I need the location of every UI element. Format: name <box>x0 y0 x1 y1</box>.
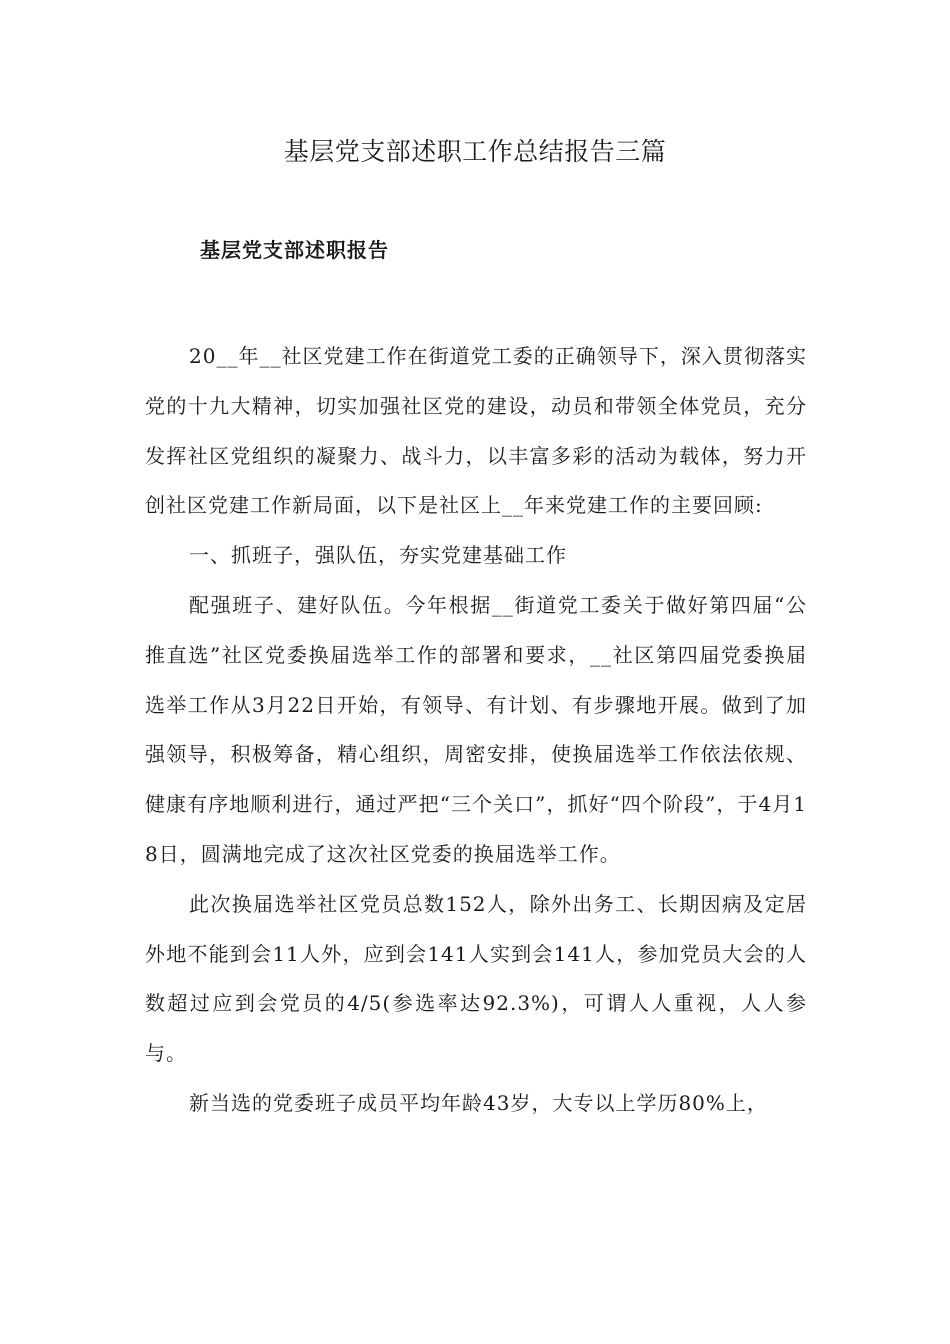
document-body <box>145 332 807 1129</box>
document-subtitle: 基层党支部述职报告 <box>200 238 389 262</box>
section-heading-1: 一、抓班子，强队伍，夯实党建基础工作 <box>189 543 567 568</box>
document-title: 基层党支部述职工作总结报告三篇 <box>283 137 667 166</box>
paragraph-committee-members: 新当选的党委班子成员平均年龄43岁，大专以上学历80%上， <box>189 1090 768 1115</box>
paragraph-election-stats: 此次换届选举社区党员总数152人，除外出务工、长期因病及定居外地不能到会11人外，应到会141人实到会141人，参加党员大会的人数超过应到会党员的4/5(参选率达92.3%)，可谓人人重视，人人参与。 <box>145 891 807 1066</box>
paragraph-intro: 20__年__社区党建工作在街道党工委的正确领导下，深入贯彻落实党的十九大精神，切实加强社区党的建设，动员和带领全体党员，充分发挥社区党组织的凝聚力、战斗力，以丰富多彩的活动为载体，努力开创社区党建工作新局面，以下是社区上__年来党建工作的主要回顾: <box>145 344 807 518</box>
paragraph-team-building: 配强班子、建好队伍。今年根据__街道党工委关于做好第四届“公推直选”社区党委换届选举工作的部署和要求，__社区第四届党委换届选举工作从3月22日开始，有领导、有计划、有步骤地开展。做到了加强领导，积极筹备，精心组织，周密安排，使换届选举工作依法依规、健康有序地顺利进行，通过严把“三个关口”，抓好“四个阶段”，于4月18日，圆满地完成了这次社区党委的换届选举工作。 <box>145 592 807 866</box>
